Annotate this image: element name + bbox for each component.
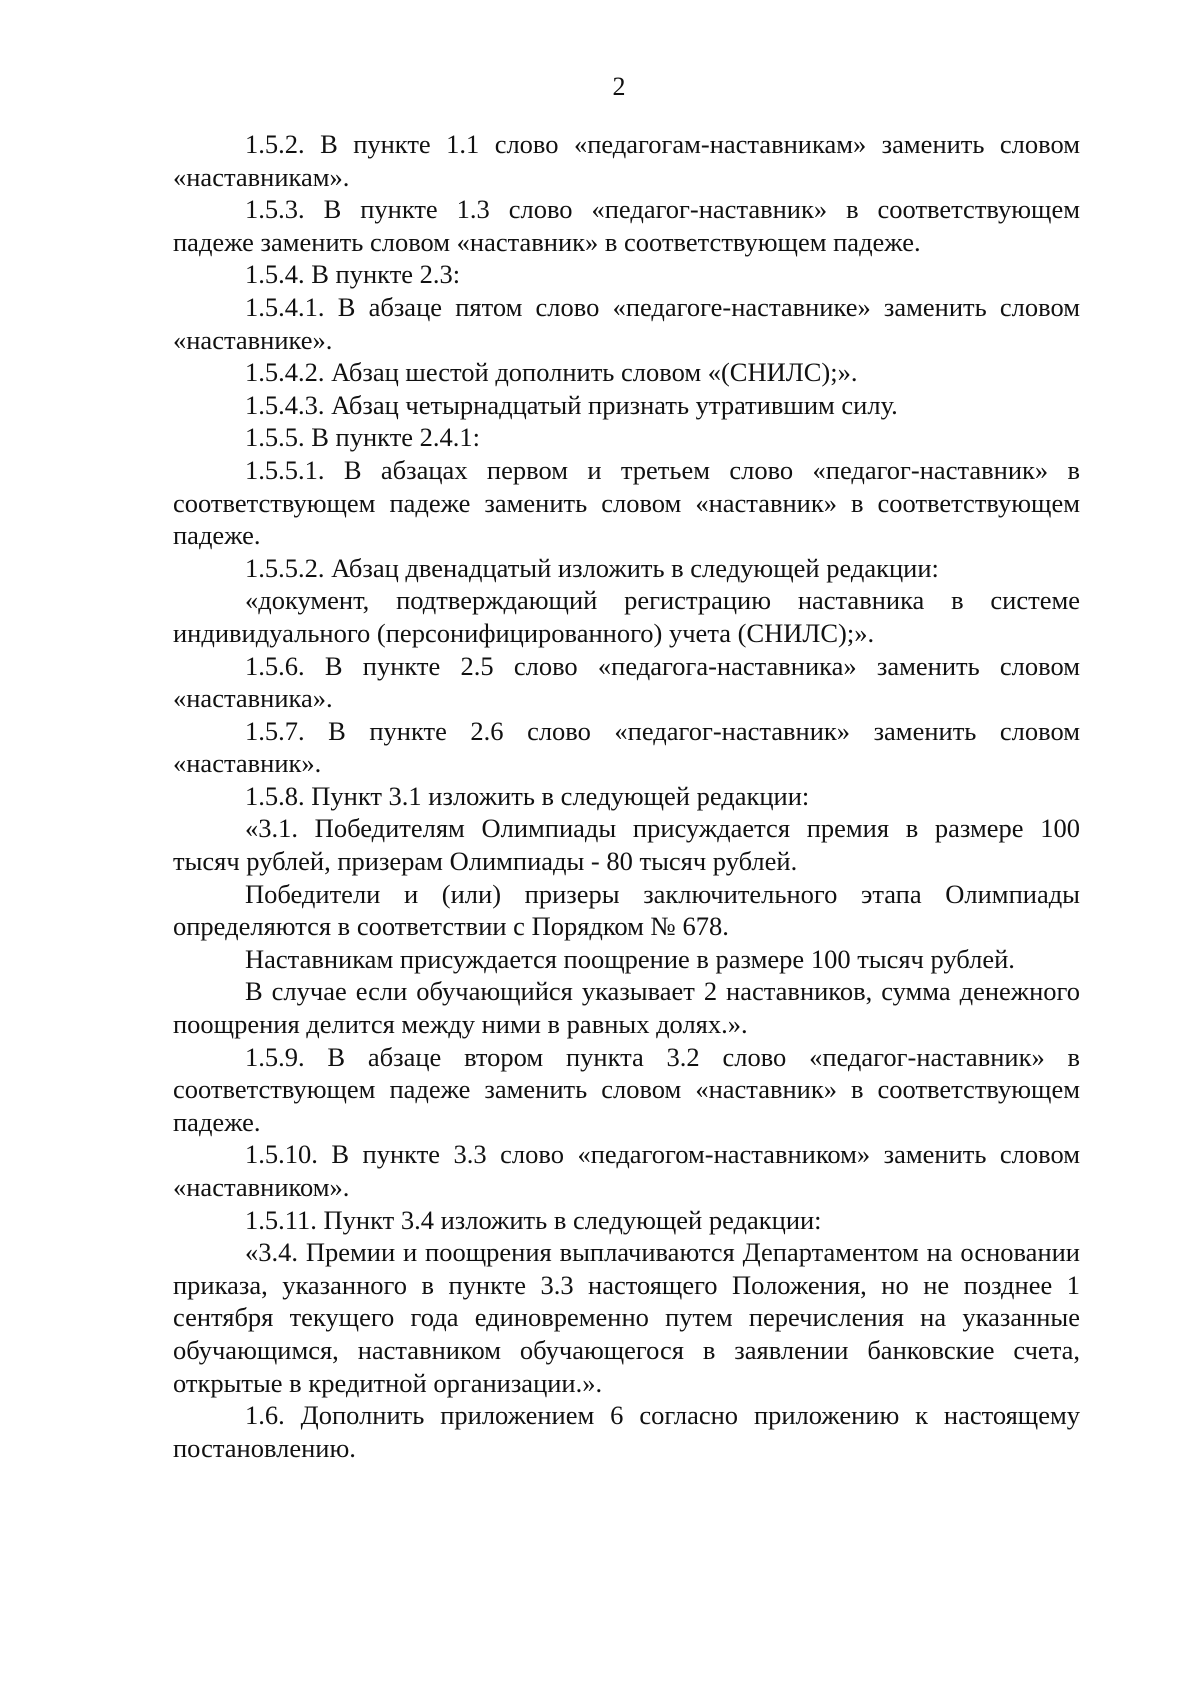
paragraph-1-5-4-2: 1.5.4.2. Абзац шестой дополнить словом «(СНИЛС);». [245,357,858,388]
paragraph-winners: Победители и (или) призеры заключительного этапа Олимпиады определяются в соответствии с Порядком № 678. [173,878,1080,942]
quoted-paragraph-document: «документ, подтверждающий регистрацию наставника в системе индивидуального (персонифицированного) учета (СНИЛС);». [173,585,1080,648]
paragraph-1-5-4-3: 1.5.4.3. Абзац четырнадцатый признать утратившим силу. [245,389,898,420]
paragraph-1-5-4: 1.5.4. В пункте 2.3: [245,259,461,290]
paragraph-1-5-11: 1.5.11. Пункт 3.4 изложить в следующей редакции: [245,1204,822,1235]
paragraph-1-5-9: 1.5.9. В абзаце втором пункта 3.2 слово «педагог-наставник» в соответствующем падеже заменить словом «наставник» в соответствующем падеже. [173,1041,1080,1137]
paragraph-1-5-8: 1.5.8. Пункт 3.1 изложить в следующей редакции: [245,780,810,811]
paragraph-1-5-7: 1.5.7. В пункте 2.6 слово «педагог-наставник» заменить словом «наставник». [173,715,1080,779]
paragraph-mentors-award: Наставникам присуждается поощрение в размере 100 тысяч рублей. [245,943,1015,974]
paragraph-1-6: 1.6. Дополнить приложением 6 согласно приложению к настоящему постановлению. [173,1400,1080,1463]
page-number: 2 [612,72,626,101]
paragraph-1-5-10: 1.5.10. В пункте 3.3 слово «педагогом-наставником» заменить словом «наставником». [173,1139,1080,1202]
paragraph-1-5-2: 1.5.2. В пункте 1.1 слово «педагогам-наставникам» заменить словом «наставникам». [173,129,1080,192]
document-body [173,128,1080,1464]
paragraph-1-5-3: 1.5.3. В пункте 1.3 слово «педагог-наставник» в соответствующем падеже заменить словом «наставник» в соответствующем падеже. [173,194,1080,257]
quoted-paragraph-3-4: «3.4. Премии и поощрения выплачиваются Департаментом на основании приказа, указанного в пункте 3.3 настоящего Положения, но не позднее 1 сентября текущего года единовременно путем перечисления на указанные обучающимся, наставником обучающегося в заявлении банковские счета, открытые в кредитной организации.». [173,1237,1080,1398]
paragraph-1-5-6: 1.5.6. В пункте 2.5 слово «педагога-наставника» заменить словом «наставника». [173,650,1080,714]
paragraph-1-5-5: 1.5.5. В пункте 2.4.1: [245,422,481,453]
paragraph-two-mentors: В случае если обучающийся указывает 2 наставников, сумма денежного поощрения делится между ними в равных долях.». [173,976,1080,1040]
quoted-paragraph-3-1: «3.1. Победителям Олимпиады присуждается премия в размере 100 тысяч рублей, призерам Олимпиады - 80 тысяч рублей. [173,813,1080,877]
paragraph-1-5-5-1: 1.5.5.1. В абзацах первом и третьем слово «педагог-наставник» в соответствующем падеже заменить словом «наставник» в соответствующем падеже. [173,454,1080,551]
paragraph-1-5-5-2: 1.5.5.2. Абзац двенадцатый изложить в следующей редакции: [245,552,939,583]
paragraph-1-5-4-1: 1.5.4.1. В абзаце пятом слово «педагоге-наставнике» заменить словом «наставнике». [173,291,1080,355]
